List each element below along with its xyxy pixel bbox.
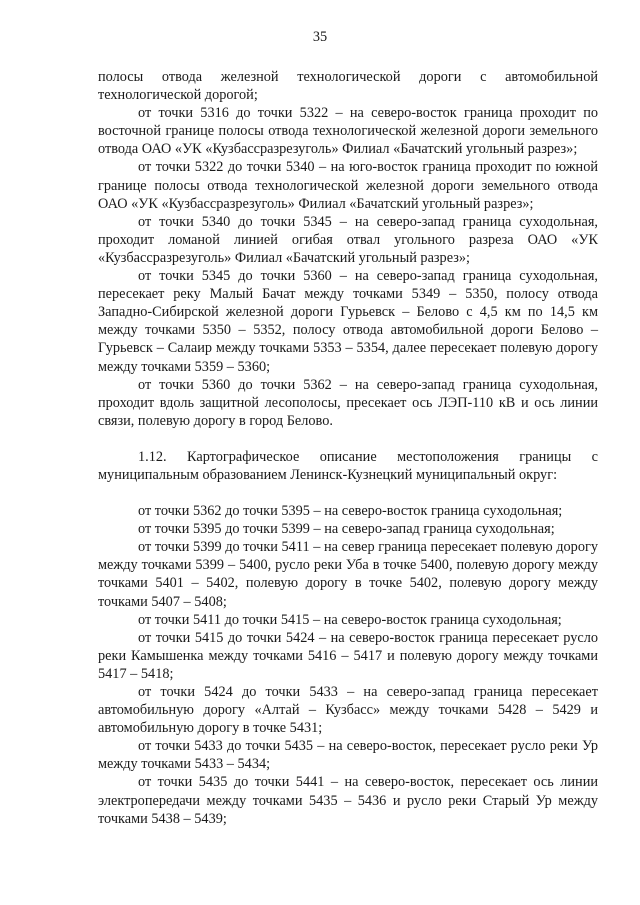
paragraph: от точки 5322 до точки 5340 – на юго-восток граница проходит по южной границе полосы отвода технологической железной дороги земельного отвода ОАО «УК «Кузбассразрезуголь» Филиал «Бачатский угольный разрез»; xyxy=(98,159,598,212)
paragraph: полосы отвода железной технологической дороги с автомобильной технологической дорогой; xyxy=(98,69,598,104)
paragraph: от точки 5399 до точки 5411 – на север граница пересекает полевую дорогу между точками 5399 – 5400, русло реки Уба в точке 5400, полевую дорогу между точками 5401 – 5402, полевую дорогу в точке 5402, полевую дорогу между точками 5407 – 5408; xyxy=(98,539,598,610)
paragraph: от точки 5395 до точки 5399 – на северо-запад граница суходольная; xyxy=(138,521,555,538)
paragraph: от точки 5316 до точки 5322 – на северо-восток граница проходит по восточной границе полосы отвода технологической железной дороги земельного отвода ОАО «УК «Кузбассразрезуголь» Филиал «Бачатский угольный разрез»; xyxy=(98,105,598,158)
paragraph: от точки 5360 до точки 5362 – на северо-запад граница суходольная, проходит вдоль защитной лесополосы, пресекает ось ЛЭП-110 кВ и ось линии связи, полевую дорогу в город Белово. xyxy=(98,376,598,429)
paragraph: от точки 5435 до точки 5441 – на северо-восток, пересекает ось линии электропередачи между точками 5435 – 5436 и русло реки Старый Ур между точками 5438 – 5439; xyxy=(98,774,598,827)
section-heading: 1.12. Картографическое описание местоположения границы с муниципальным образованием Ленинск-Кузнецкий муниципальный округ: xyxy=(98,448,598,483)
paragraph: от точки 5433 до точки 5435 – на северо-восток, пересекает русло реки Ур между точками 5433 – 5434; xyxy=(98,738,598,773)
paragraph: от точки 5411 до точки 5415 – на северо-восток граница суходольная; xyxy=(138,611,562,628)
paragraph: от точки 5340 до точки 5345 – на северо-запад граница суходольная, проходит ломаной линией огибая отвал угольного разреза ОАО «УК «Кузбассразрезуголь» Филиал «Бачатский угольный разрез»; xyxy=(98,213,598,266)
paragraph: от точки 5415 до точки 5424 – на северо-восток граница пересекает русло реки Камышенка между точками 5416 – 5417 и полевую дорогу между точками 5417 – 5418; xyxy=(98,629,598,682)
paragraph: от точки 5345 до точки 5360 – на северо-запад граница суходольная, пересекает реку Малый Бачат между точками 5349 – 5350, полосу отвода Западно-Сибирской железной дороги Гурьевск – Белово с 4,5 км по 14,5 км между точками 5350 – 5352, полосу отвода автомобильной дороги Белово – Гурьевск – Салаир между точками 5353 – 5354, далее пересекает полевую дорогу между точками 5359 – 5360; xyxy=(98,268,598,375)
paragraph: от точки 5362 до точки 5395 – на северо-восток граница суходольная; xyxy=(138,503,563,520)
page-number: 35 xyxy=(312,29,328,45)
paragraph: от точки 5424 до точки 5433 – на северо-запад граница пересекает автомобильную дорогу «Алтай – Кузбасс» между точками 5428 – 5429 и автомобильную дорогу в точке 5431; xyxy=(98,684,598,737)
document-body xyxy=(98,68,598,828)
